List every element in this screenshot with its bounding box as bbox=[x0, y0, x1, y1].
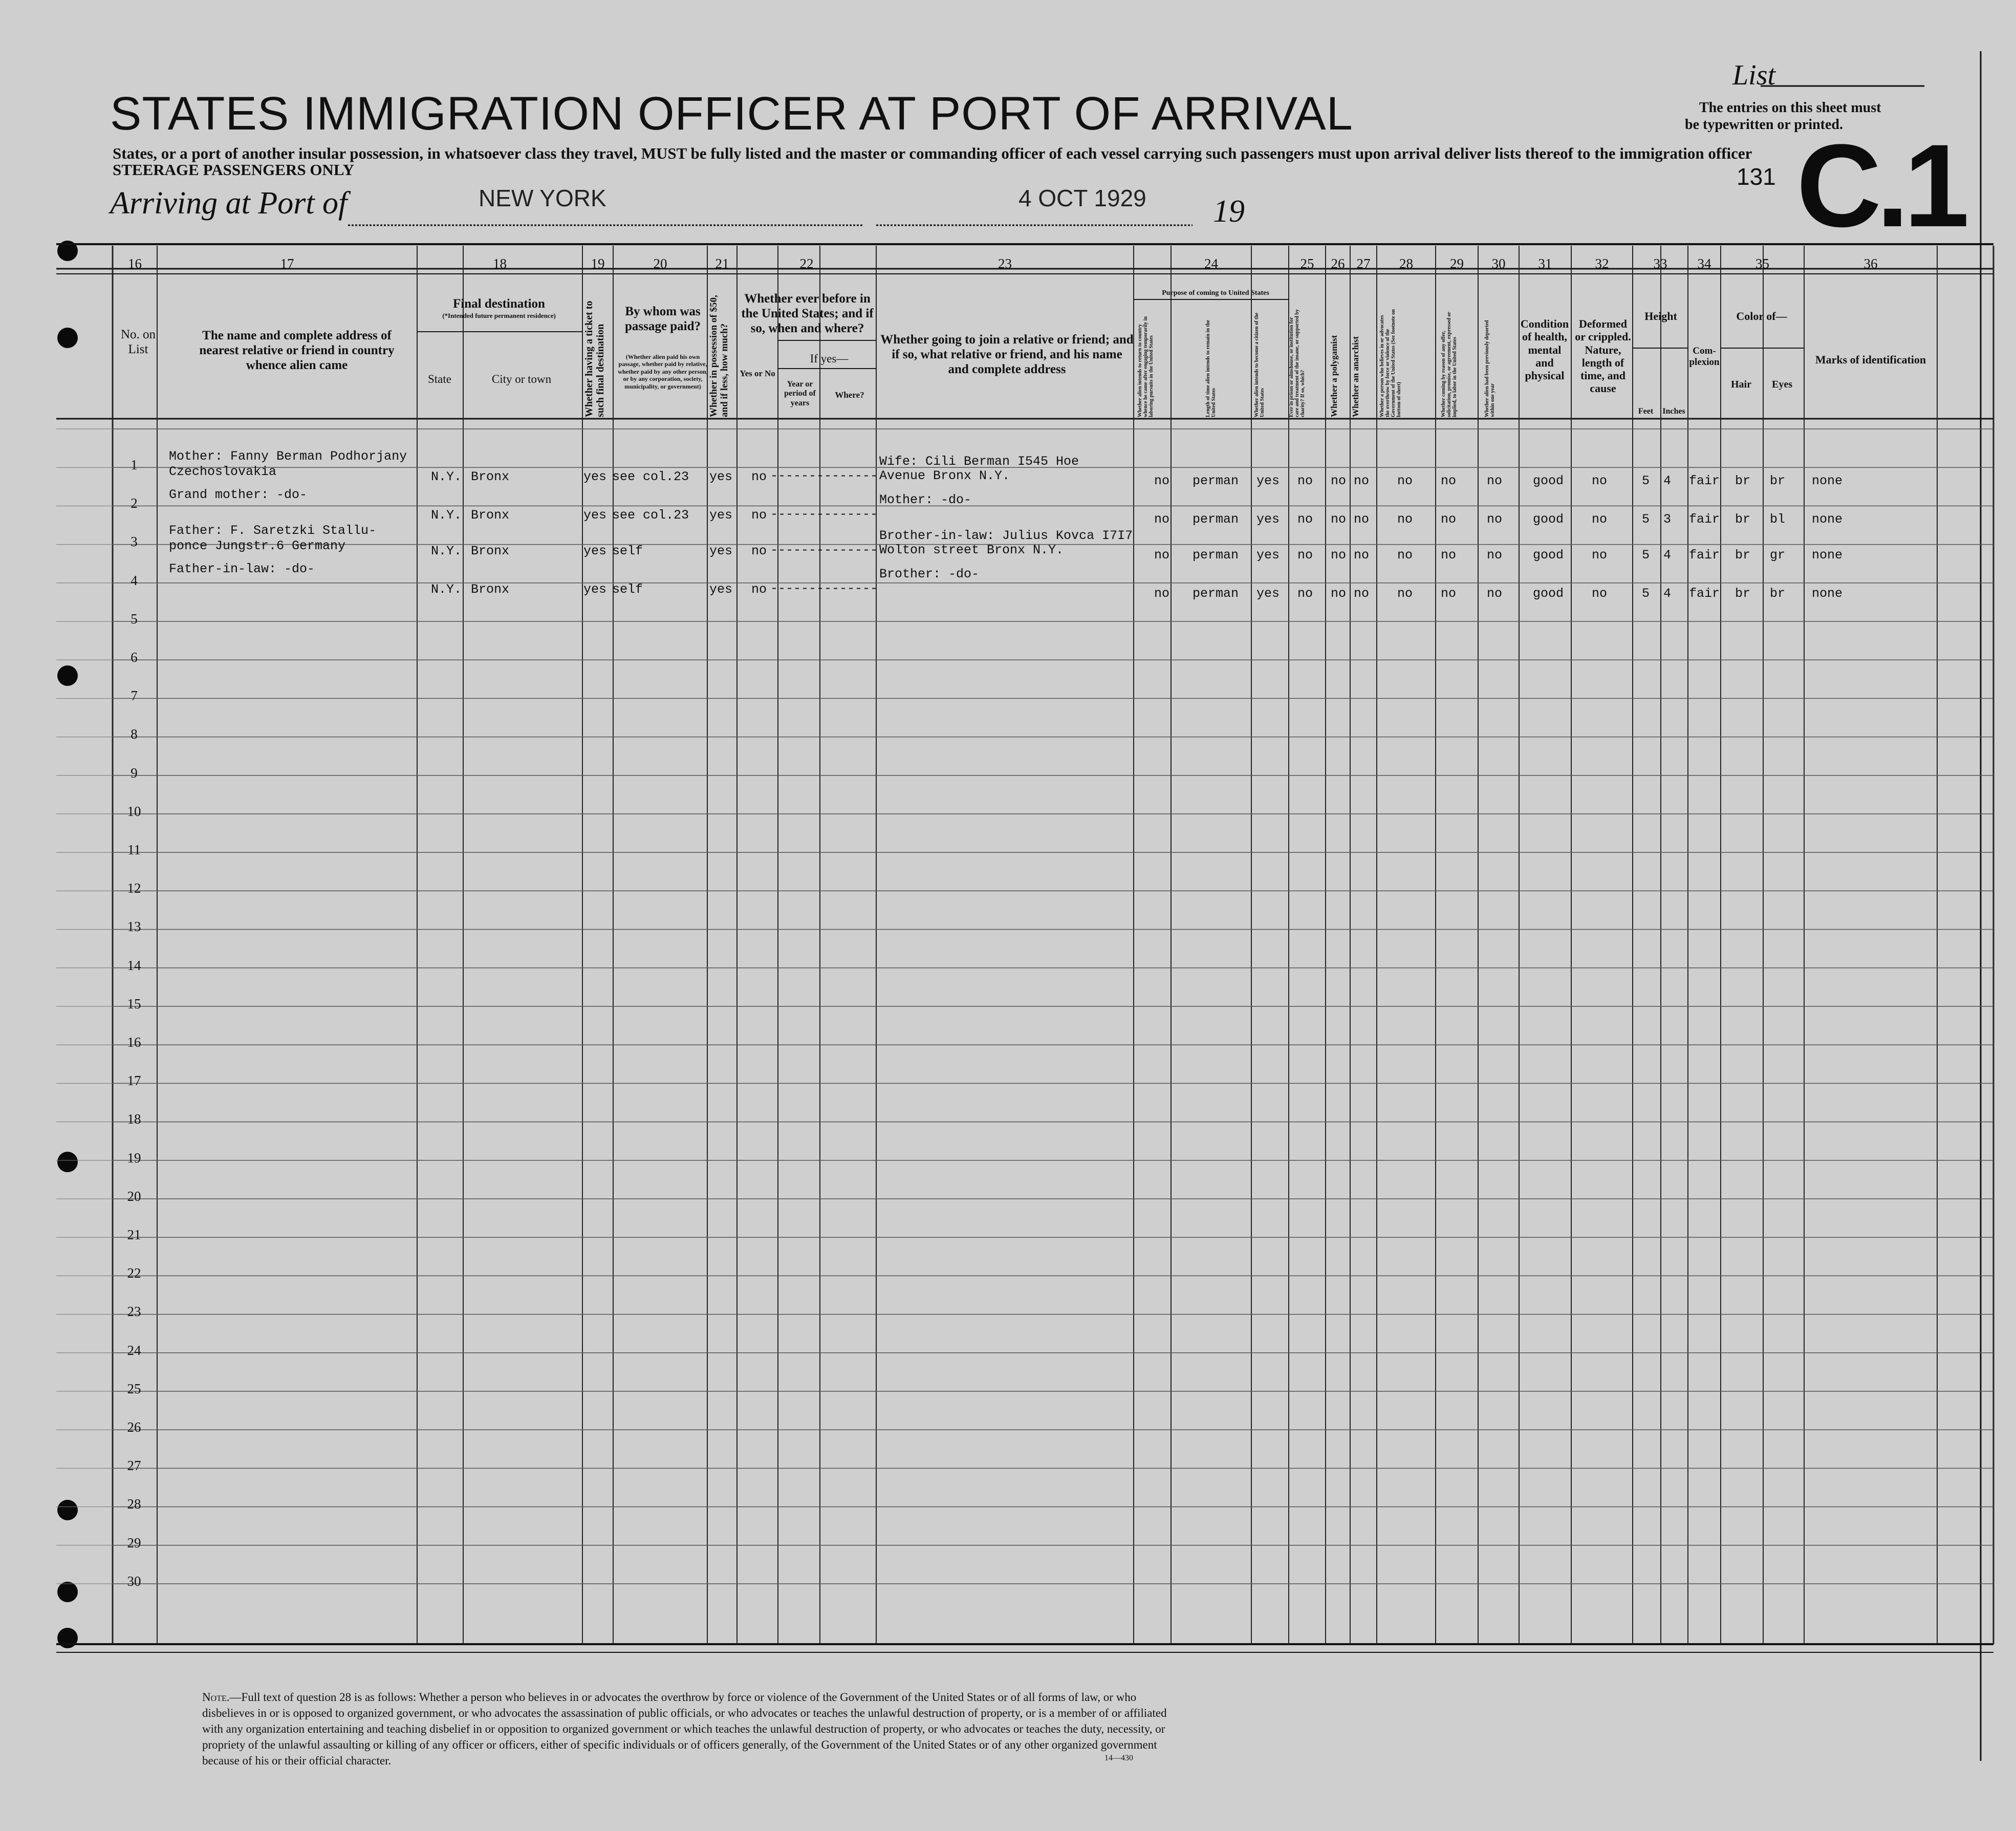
header-col-20-note: (Whether alien paid his own passage, whether paid by relative, whether paid by any other person, or by any corporation, society, municipality, or government) bbox=[618, 353, 708, 390]
row-number: 1 bbox=[131, 457, 138, 472]
entry-prison: no bbox=[1297, 548, 1313, 563]
entry-inches: 4 bbox=[1663, 548, 1672, 563]
header-col-18-note: (*Intended future permanent residence) bbox=[442, 312, 556, 319]
entry-paid: self bbox=[612, 544, 643, 558]
header-col-36: Marks of identification bbox=[1815, 353, 1926, 366]
entry-length: perman bbox=[1193, 586, 1239, 601]
entry-state: N.Y. bbox=[431, 469, 462, 484]
header-col-28: Whether a person who believes in or advocates the overthrow by force or violence of the Government of the United States (See footnote on bottom of sheet) bbox=[1379, 309, 1402, 417]
form-code: 14—430 bbox=[1104, 1754, 1133, 1762]
row-number: 4 bbox=[131, 572, 138, 588]
header-col-18: Final destination bbox=[453, 297, 545, 311]
footer-note bbox=[202, 1689, 1175, 1769]
entry-citizen: yes bbox=[1256, 473, 1280, 488]
entry-c17a: Mother: Fanny Berman Podhorjany bbox=[169, 449, 407, 464]
row-number: 14 bbox=[127, 957, 141, 973]
entry-state: N.Y. bbox=[431, 508, 462, 523]
row-number: 21 bbox=[127, 1227, 141, 1242]
entry-city: Bronx bbox=[471, 508, 510, 523]
header-col-19: Whether having a ticket to such final destination bbox=[583, 300, 606, 417]
entry-c17b: Czechoslovakia bbox=[169, 464, 277, 479]
entry-inches: 4 bbox=[1663, 473, 1672, 488]
entry-hair: br bbox=[1735, 548, 1751, 563]
entry-city: Bronx bbox=[471, 469, 510, 484]
entry-ticket: yes bbox=[583, 582, 607, 597]
entry-health: good bbox=[1533, 473, 1564, 488]
header-col-22-where: Where? bbox=[835, 390, 864, 400]
entry-marks: none bbox=[1812, 512, 1843, 527]
entry-feet: 5 bbox=[1642, 512, 1650, 527]
column-number: 26 bbox=[1331, 256, 1345, 271]
entry-paid: see col.23 bbox=[612, 508, 689, 523]
entry-eyes: br bbox=[1770, 473, 1786, 488]
entry-polyg: no bbox=[1331, 586, 1347, 601]
header-col-30: Whether alien had been previously deported within one year bbox=[1484, 320, 1495, 417]
entry-feet: 5 bbox=[1642, 586, 1650, 601]
row-number: 7 bbox=[131, 688, 138, 704]
column-number: 31 bbox=[1538, 256, 1552, 271]
entry-dash: -------------- bbox=[770, 468, 878, 483]
entry-c30: no bbox=[1487, 512, 1503, 527]
entry-c23a: Brother: -do- bbox=[879, 567, 980, 581]
entry-money: yes bbox=[709, 508, 733, 523]
row-number: 8 bbox=[131, 726, 138, 742]
header-col-35-hair: Hair bbox=[1731, 379, 1751, 390]
entry-health: good bbox=[1533, 512, 1564, 527]
entry-length: perman bbox=[1193, 512, 1239, 527]
entry-dash: -------------- bbox=[770, 507, 878, 522]
header-col-24: Purpose of coming to United States bbox=[1162, 289, 1269, 297]
entry-c28: no bbox=[1397, 473, 1413, 488]
entry-c23a: Brother-in-law: Julius Kovca I7I7 bbox=[879, 528, 1133, 543]
row-number: 17 bbox=[127, 1073, 141, 1089]
entry-c17a: Grand mother: -do- bbox=[169, 487, 308, 502]
header-col-22-years: Year or period of years bbox=[784, 380, 816, 407]
entry-money: yes bbox=[709, 582, 733, 597]
header-col-35: Color of— bbox=[1736, 310, 1787, 322]
entry-c28: no bbox=[1397, 548, 1413, 563]
row-number: 11 bbox=[127, 842, 141, 857]
entry-paid: see col.23 bbox=[612, 469, 689, 484]
column-number: 36 bbox=[1863, 256, 1878, 271]
row-number: 6 bbox=[131, 650, 138, 665]
header-col-18-city: City or town bbox=[491, 373, 552, 385]
entry-length: perman bbox=[1193, 473, 1239, 488]
header-col-33-feet: Feet bbox=[1638, 407, 1654, 416]
entry-anarch: no bbox=[1354, 512, 1370, 527]
entry-return: no bbox=[1154, 586, 1170, 601]
row-number: 9 bbox=[131, 765, 138, 781]
arrival-date-stamp: 4 OCT 1929 bbox=[1018, 185, 1146, 211]
header-col-29: Whether coming by reason of any offer, solicitation, promise, or agreement, expressed or implied, to labor in the United States bbox=[1441, 312, 1458, 417]
sheet-number: 131 bbox=[1737, 163, 1776, 190]
header-col-22-ifyes: If yes— bbox=[810, 352, 849, 365]
entry-c23a: Wife: Cili Berman I545 Hoe bbox=[879, 454, 1079, 469]
entry-eyes: bl bbox=[1770, 512, 1786, 527]
entry-return: no bbox=[1154, 548, 1170, 563]
column-number: 16 bbox=[128, 256, 142, 271]
entry-c29: no bbox=[1441, 473, 1457, 488]
row-number: 25 bbox=[127, 1381, 141, 1396]
entry-state: N.Y. bbox=[431, 582, 462, 597]
row-number: 29 bbox=[127, 1535, 141, 1550]
column-number: 34 bbox=[1697, 256, 1711, 271]
entry-length: perman bbox=[1193, 548, 1239, 563]
row-number: 19 bbox=[127, 1150, 141, 1166]
entry-citizen: yes bbox=[1256, 512, 1280, 527]
entry-ticket: yes bbox=[583, 469, 607, 484]
entry-citizen: yes bbox=[1256, 548, 1280, 563]
entry-ticket: yes bbox=[583, 544, 607, 558]
entry-c23b: Avenue Bronx N.Y. bbox=[879, 468, 1010, 483]
row-number: 10 bbox=[127, 803, 141, 819]
entry-anarch: no bbox=[1354, 548, 1370, 563]
entry-complexion: fair bbox=[1689, 586, 1720, 601]
row-number: 18 bbox=[127, 1111, 141, 1127]
entry-c30: no bbox=[1487, 473, 1503, 488]
column-number: 27 bbox=[1356, 256, 1371, 271]
header-col-25: Ever in prison or almshouse, or institution for care and treatment of the insane, or supported by charity? If so, which? bbox=[1289, 309, 1306, 417]
entry-complexion: fair bbox=[1689, 512, 1720, 527]
entry-eyes: gr bbox=[1770, 548, 1786, 563]
header-col-16: No. on List bbox=[120, 328, 156, 356]
row-number: 15 bbox=[127, 996, 141, 1011]
column-number: 30 bbox=[1491, 256, 1506, 271]
entry-marks: none bbox=[1812, 473, 1843, 488]
list-stamp: C.1 bbox=[1796, 120, 1964, 251]
arriving-port-value: NEW YORK bbox=[479, 185, 606, 211]
entry-paid: self bbox=[612, 582, 643, 597]
entries-note-line-1: The entries on this sheet must bbox=[1699, 100, 1881, 116]
entry-c17a: Father: F. Saretzki Stallu- bbox=[169, 523, 377, 538]
entry-c23b: Wolton street Bronx N.Y. bbox=[879, 543, 1064, 557]
entry-inches: 3 bbox=[1663, 512, 1672, 527]
entry-c29: no bbox=[1441, 548, 1457, 563]
entry-dash: -------------- bbox=[770, 581, 878, 596]
row-number: 5 bbox=[131, 611, 138, 627]
entry-deformed: no bbox=[1592, 512, 1608, 527]
entry-c23a: Mother: -do- bbox=[879, 492, 972, 507]
entry-city: Bronx bbox=[471, 544, 510, 558]
row-number: 20 bbox=[127, 1188, 141, 1204]
header-col-33-inches: Inches bbox=[1662, 407, 1685, 416]
header-col-17: The name and complete address of nearest relative or friend in country whence alien came bbox=[199, 329, 395, 372]
entry-marks: none bbox=[1812, 586, 1843, 601]
footer-note-text: —Full text of question 28 is as follows: Whether a person who believes in or advocates the overthrow by force or violence of the Government of the United States or of all forms of law, or who disbelieves in or is opposed to organized government, or who advocates the assassination of public officials, or who advocates or teaches the unlawful destruction of property, or is a member of or affiliated with any organization entertaining and teaching disbelief in or opposition to organized government or which teaches the unlawful destruction of property, or who advocates or teaches the duty, necessity, or propriety of the unlawful assaulting or killing of any officer or officers, either of specific individuals or of officers generally, of the Government of the United States or of any other organized government because of his or their official character. bbox=[202, 1691, 1167, 1767]
entry-city: Bronx bbox=[471, 582, 510, 597]
row-number: 22 bbox=[127, 1265, 141, 1281]
row-number: 13 bbox=[127, 919, 141, 935]
entry-before: no bbox=[751, 508, 767, 523]
entry-polyg: no bbox=[1331, 512, 1347, 527]
subtitle-line-2: STEERAGE PASSENGERS ONLY bbox=[113, 161, 355, 179]
entry-complexion: fair bbox=[1689, 473, 1720, 488]
entry-before: no bbox=[751, 544, 767, 558]
page-title: STATES IMMIGRATION OFFICER AT PORT OF ARRIVAL bbox=[110, 88, 1353, 140]
list-label: List bbox=[1732, 59, 1776, 91]
header-col-22: Whether ever before in the United States; and if so, when and where? bbox=[741, 292, 874, 335]
entry-prison: no bbox=[1297, 473, 1313, 488]
header-col-24-length: Length of time alien intends to remain in the United States bbox=[1205, 320, 1217, 417]
row-number: 23 bbox=[127, 1304, 141, 1320]
year-prefix: 19 bbox=[1213, 194, 1245, 229]
header-col-33: Height bbox=[1644, 310, 1677, 322]
entry-inches: 4 bbox=[1663, 586, 1672, 601]
entry-c17a: Father-in-law: -do- bbox=[169, 562, 315, 576]
column-number: 29 bbox=[1450, 256, 1464, 271]
entry-deformed: no bbox=[1592, 586, 1608, 601]
header-col-22-yesno: Yes or No bbox=[740, 369, 775, 378]
entry-health: good bbox=[1533, 586, 1564, 601]
entry-complexion: fair bbox=[1689, 548, 1720, 563]
arriving-port-label: Arriving at Port of bbox=[110, 186, 348, 221]
row-number: 3 bbox=[131, 534, 138, 550]
entry-deformed: no bbox=[1592, 548, 1608, 563]
entry-prison: no bbox=[1297, 512, 1313, 527]
row-number: 2 bbox=[131, 496, 138, 511]
entry-c28: no bbox=[1397, 512, 1413, 527]
entry-hair: br bbox=[1735, 512, 1751, 527]
entry-polyg: no bbox=[1331, 473, 1347, 488]
column-number: 21 bbox=[715, 256, 729, 271]
entry-before: no bbox=[751, 582, 767, 597]
entry-state: N.Y. bbox=[431, 544, 462, 558]
entry-money: yes bbox=[709, 469, 733, 484]
entry-anarch: no bbox=[1354, 473, 1370, 488]
entry-c28: no bbox=[1397, 586, 1413, 601]
entry-eyes: br bbox=[1770, 586, 1786, 601]
row-number: 26 bbox=[127, 1419, 141, 1435]
entry-hair: br bbox=[1735, 586, 1751, 601]
entry-c30: no bbox=[1487, 548, 1503, 563]
row-number: 28 bbox=[127, 1496, 141, 1512]
entry-feet: 5 bbox=[1642, 548, 1650, 563]
entry-return: no bbox=[1154, 512, 1170, 527]
column-number: 28 bbox=[1399, 256, 1413, 271]
row-number: 12 bbox=[127, 880, 141, 896]
header-col-21: Whether in possession of $50, and if less, how much? bbox=[708, 295, 730, 417]
entry-before: no bbox=[751, 469, 767, 484]
header-col-26: Whether a polygamist bbox=[1329, 335, 1339, 417]
column-number: 24 bbox=[1204, 256, 1218, 271]
entry-hair: br bbox=[1735, 473, 1751, 488]
header-col-27: Whether an anarchist bbox=[1351, 336, 1360, 417]
header-col-35-eyes: Eyes bbox=[1772, 379, 1792, 390]
column-number: 33 bbox=[1653, 256, 1667, 271]
entries-note-line-2: be typewritten or printed. bbox=[1685, 117, 1843, 133]
header-col-24-return: Whether alien intends to return to country whence he came after engaging temporarily in laboring pursuits in the United States bbox=[1137, 316, 1154, 417]
column-number: 17 bbox=[280, 256, 294, 271]
entry-ticket: yes bbox=[583, 508, 607, 523]
entry-money: yes bbox=[709, 544, 733, 558]
row-number: 24 bbox=[127, 1342, 141, 1358]
header-col-20: By whom was passage paid? bbox=[625, 305, 701, 333]
header-col-31: Condition of health, mental and physical bbox=[1520, 317, 1569, 382]
column-number: 32 bbox=[1595, 256, 1609, 271]
subtitle-line-1: States, or a port of another insular possession, in whatsoever class they travel, MUST be fully listed and the master or commanding officer of each vessel carrying such passengers must upon arrival deliver lists thereof to the immigration officer bbox=[113, 144, 1752, 162]
entry-return: no bbox=[1154, 473, 1170, 488]
header-col-32: Deformed or crippled. Nature, length of time, and cause bbox=[1575, 317, 1631, 395]
header-col-34: Com-plexion bbox=[1689, 346, 1720, 368]
row-number: 27 bbox=[127, 1458, 141, 1474]
column-number: 22 bbox=[799, 256, 814, 271]
column-number: 23 bbox=[998, 256, 1012, 271]
entry-deformed: no bbox=[1592, 473, 1608, 488]
column-number: 20 bbox=[653, 256, 667, 271]
header-col-18-state: State bbox=[428, 373, 451, 385]
entry-prison: no bbox=[1297, 586, 1313, 601]
entry-feet: 5 bbox=[1642, 473, 1650, 488]
header-col-24-citizen: Whether alien intends to become a citizen of the United States bbox=[1254, 312, 1265, 417]
entry-citizen: yes bbox=[1256, 586, 1280, 601]
entry-polyg: no bbox=[1331, 548, 1347, 563]
column-number: 19 bbox=[591, 256, 605, 271]
header-col-23: Whether going to join a relative or friend; and if so, what relative or friend, and his name and complete address bbox=[880, 333, 1134, 376]
entry-c29: no bbox=[1441, 512, 1457, 527]
column-number: 18 bbox=[493, 256, 507, 271]
entry-health: good bbox=[1533, 548, 1564, 563]
entry-anarch: no bbox=[1354, 586, 1370, 601]
entry-marks: none bbox=[1812, 548, 1843, 563]
row-number: 16 bbox=[127, 1035, 141, 1050]
entry-c17b: ponce Jungstr.6 Germany bbox=[169, 538, 346, 553]
column-number: 35 bbox=[1755, 256, 1769, 271]
row-number: 30 bbox=[127, 1573, 141, 1589]
column-number: 25 bbox=[1300, 256, 1314, 271]
entry-dash: -------------- bbox=[770, 543, 878, 557]
entry-c30: no bbox=[1487, 586, 1503, 601]
entry-c29: no bbox=[1441, 586, 1457, 601]
footer-note-lead: Note. bbox=[202, 1691, 230, 1704]
